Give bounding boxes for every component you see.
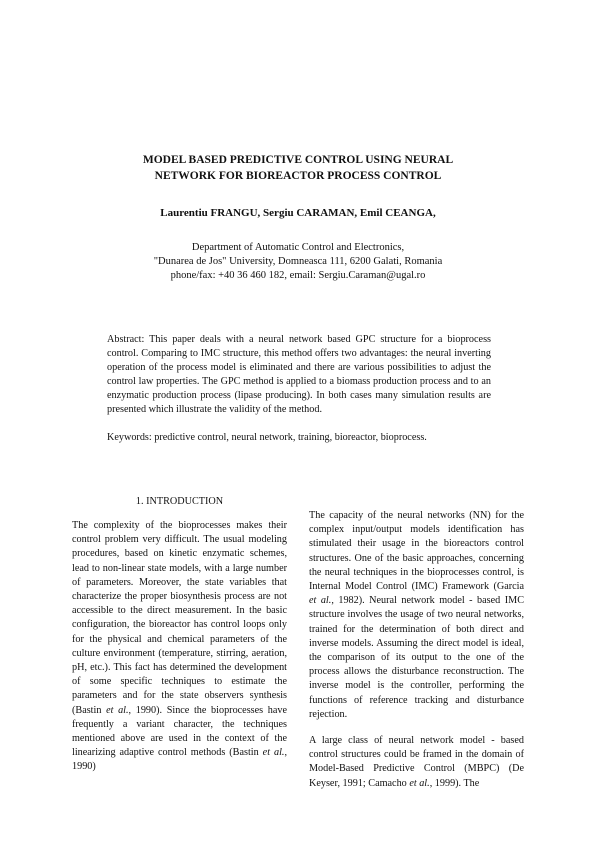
affiliation-line-3: phone/fax: +40 36 460 182, email: Sergiu.Caraman@ugal.ro [170,270,426,281]
author-list: Laurentiu FRANGU, Sergiu CARAMAN, Emil CEANGA, [160,207,436,219]
affiliation-line-2: "Dunarea de Jos" University, Domneasca 111, 6200 Galati, Romania [153,256,443,267]
title-line-1: MODEL BASED PREDICTIVE CONTROL USING NEURAL [142,154,454,166]
left-column [72,519,287,775]
title-line-2: NETWORK FOR BIOREACTOR PROCESS CONTROL [154,170,442,182]
affiliation-line-1: Department of Automatic Control and Electronics, [191,242,405,253]
keywords: Keywords: predictive control, neural network, training, bioreactor, bioprocess. [107,432,427,443]
affiliation [60,241,536,283]
section-heading-introduction: 1. INTRODUCTION [135,496,224,507]
paragraph-spacer [309,722,524,734]
paper-title [60,152,536,184]
intro-paragraph-2: The capacity of the neural networks (NN) for the complex input/output models identification has stimulated their usage in the bioreactors control structures. One of the basic approaches, concerning the neural techniques in the bioprocesses control, is Internal Model Control (IMC) Framework (Garcia et al., 1982). Neural network model - based IMC structure involves the usage of two neural networks, trained for the determination of both direct and inverse models. Assuming the direct model is ideal, the comparison of its output to the one of the process allows the disturbance reconstruction. The inverse model is the controller, performing the functions of reference tracking and disturbance rejection. [309,510,524,720]
intro-paragraph-3: A large class of neural network model - based control structures could be framed in the domain of Model-Based Predictive Control (MBPC) (De Keyser, 1991; Camacho et al., 1999). The [309,735,524,789]
intro-paragraph-1: The complexity of the bioprocesses makes their control problem very difficult. The usual modeling procedures, based on kinetic enzymatic schemes, lead to non-linear state models, with a large number of parameters. Moreover, the state variables that characterize the proper biosynthesis process are not accessible to the direct measurement. In the basic configuration, the bioreactor has control loops only for the physical and chemical parameters of the culture environment (temperature, stirring, aeration, pH, etc.). This fact has determined the development of some specific techniques to estimate the parameters and for the state observers synthesis (Bastin et al., 1990). Since the bioprocesses have frequently a variant character, the techniques mentioned above are used in the context of the linearizing adaptive control methods (Bastin et al., 1990) [72,520,288,773]
right-column [309,509,524,791]
abstract: Abstract: This paper deals with a neural network based GPC structure for a bioprocess control. Comparing to IMC structure, this method offers two advantages: the neural inverting operation of the process model is eliminated and there are various possibilities to adjust the control law properties. The GPC method is applied to a biomass production process and to an enzymatic production process (lipase producing). In both cases many simulation results are presented which illustrate the validity of the method. [107,334,491,416]
